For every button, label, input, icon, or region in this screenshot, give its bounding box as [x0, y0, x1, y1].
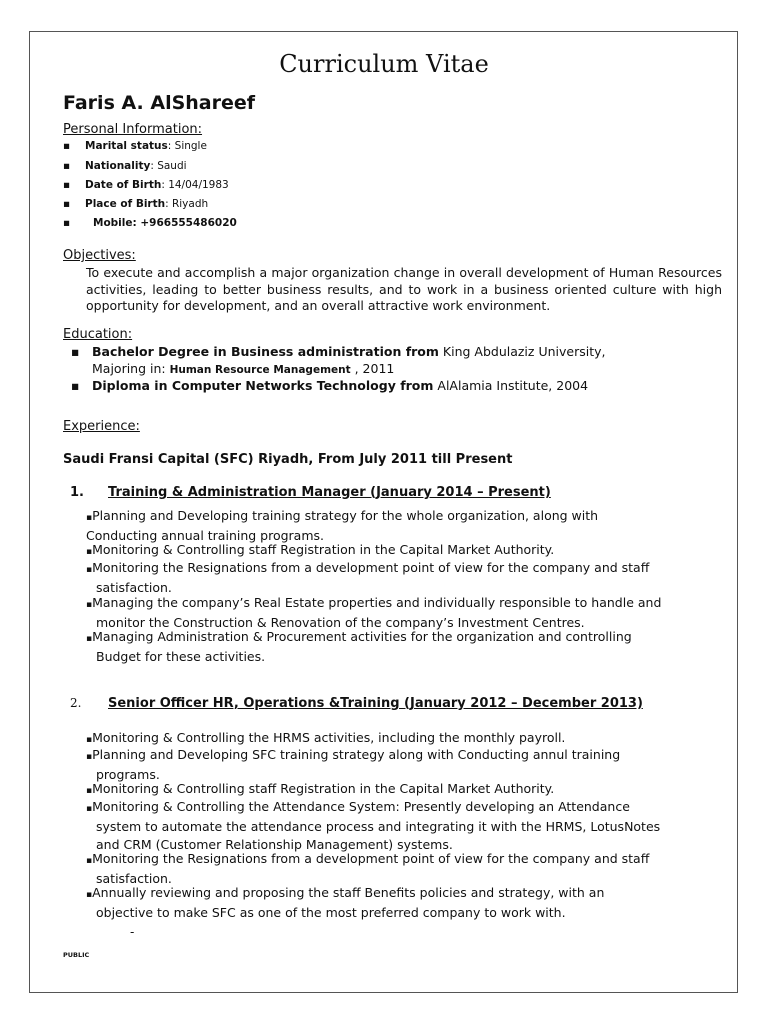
duty-item: ▪Monitoring the Resignations from a development point of view for the company and staff satisfaction. [86, 851, 650, 887]
duty-item: ▪Monitoring the Resignations from a development point of view for the company and staff satisfaction. [86, 560, 650, 596]
bullet: ▪ [71, 378, 80, 393]
duty-item: ▪Monitoring & Controlling staff Registration in the Capital Market Authority. [86, 542, 555, 557]
objectives-heading: Objectives: [63, 248, 136, 263]
objectives-text: To execute and accomplish a major organization change in overall development of Human Resources activities, leading to better business results, and to work in a business oriented culture with high opportunity for development, and an overall attractive work environment. [86, 265, 722, 313]
duty-item: ▪Managing Administration & Procurement activities for the organization and controlling Budget for these activities. [86, 629, 632, 665]
company-line: Saudi Fransi Capital (SFC) Riyadh, From July 2011 till Present [63, 452, 513, 467]
duty-item: ▪Managing the company’s Real Estate properties and individually responsible to handle and monitor the Construction & Renovation of the company’s Investment Centres. [86, 595, 662, 631]
bullet: ▪ [63, 140, 71, 152]
personal-item: ▪ Mobile: +966555486020 [63, 217, 237, 229]
duty-item: ▪Annually reviewing and proposing the staff Benefits policies and strategy, with an objective to make SFC as one of the most preferred company to work with. [86, 885, 605, 921]
personal-item: ▪ Nationality: Saudi [63, 160, 187, 172]
education-heading: Education: [63, 327, 133, 342]
bullet: ▪ [63, 160, 71, 172]
personal-item: ▪ Date of Birth: 14/04/1983 [63, 179, 229, 191]
personal-item: ▪ Marital status: Single [63, 140, 207, 152]
experience-heading: Experience: [63, 419, 140, 434]
candidate-name: Faris A. AlShareef [63, 92, 256, 114]
education-item: ▪ Bachelor Degree in Business administration from King Abdulaziz University, [71, 344, 606, 359]
bullet: ▪ [63, 217, 71, 229]
education-major: Majoring in: Human Resource Management , 2011 [92, 361, 395, 376]
duty-item: ▪Planning and Developing training strategy for the whole organization, along with Conducting annual training programs. [86, 508, 599, 544]
document-title: Curriculum Vitae [279, 50, 489, 78]
duty-item: ▪Monitoring & Controlling staff Registration in the Capital Market Authority. [86, 781, 555, 796]
personal-info-heading: Personal Information: [63, 122, 203, 137]
role-title: 2. Senior Officer HR, Operations &Training (January 2012 – December 2013) [70, 696, 643, 711]
bullet: ▪ [71, 344, 80, 359]
personal-item: ▪ Place of Birth: Riyadh [63, 198, 209, 210]
footer-classification: PUBLIC [63, 951, 90, 959]
role-title: 1. Training & Administration Manager (January 2014 – Present) [70, 485, 551, 500]
bullet: ▪ [63, 198, 71, 210]
duty-item: ▪Planning and Developing SFC training strategy along with Conducting annul training programs. [86, 747, 621, 783]
duty-item: ▪Monitoring & Controlling the Attendance System: Presently developing an Attendance system to automate the attendance process and integrating it with the HRMS, LotusNotes and CRM (Customer Relationship Management) systems. [86, 799, 661, 852]
bullet: ▪ [63, 179, 71, 191]
education-item: ▪ Diploma in Computer Networks Technology from AlAlamia Institute, 2004 [71, 378, 589, 393]
duty-item: ▪Monitoring & Controlling the HRMS activities, including the monthly payroll. [86, 730, 566, 745]
stray-dash: - [130, 925, 135, 939]
